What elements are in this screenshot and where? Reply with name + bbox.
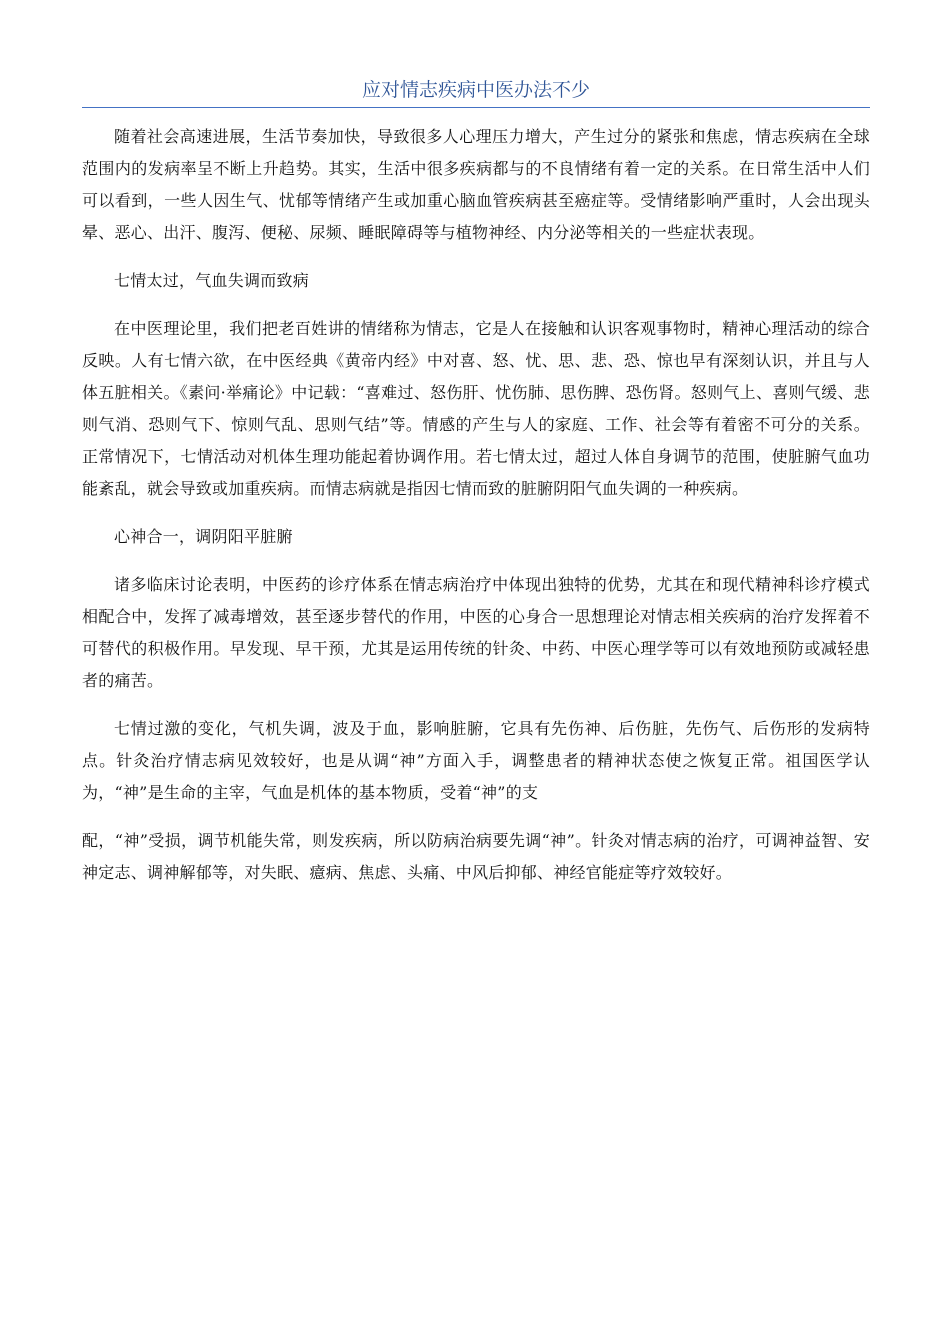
paragraph-xinshen: 诸多临床讨论表明，中医药的诊疗体系在情志病治疗中体现出独特的优势，尤其在和现代精神科诊疗模式相配合中，发挥了减毒增效，甚至逐步替代的作用，中医的心身合一思想理论对情志相关疾病的治疗发挥着不可替代的积极作用。早发现、早干预，尤其是运用传统的针灸、中药、中医心理学等可以有效地预防或减轻患者的痛苦。 xyxy=(82,575,870,690)
document-title: 应对情志疾病中医办法不少 xyxy=(82,76,870,108)
paragraph-qiqing: 在中医理论里，我们把老百姓讲的情绪称为情志，它是人在接触和认识客观事物时，精神心理活动的综合反映。人有七情六欲，在中医经典《黄帝内经》中对喜、怒、忧、思、悲、恐、惊也早有深刻认识，并且与人体五脏相关。《素问·举痛论》中记载：“喜难过、怒伤肝、忧伤肺、思伤脾、恐伤肾。怒则气上、喜则气缓、悲则气消、恐则气下、惊则气乱、思则气结”等。情感的产生与人的家庭、工作、社会等有着密不可分的关系。正常情况下，七情活动对机体生理功能起着协调作用。若七情太过，超过人体自身调节的范围，使脏腑气血功能紊乱，就会导致或加重疾病。而情志病就是指因七情而致的脏腑阴阳气血失调的一种疾病。 xyxy=(82,319,870,498)
paragraph-acupuncture-continued: 配，“神”受损，调节机能失常，则发疾病，所以防病治病要先调“神”。针灸对情志病的治疗，可调神益智、安神定志、调神解郁等，对失眠、癔病、焦虑、头痛、中风后抑郁、神经官能症等疗效较好。 xyxy=(82,831,870,882)
section-heading-xinshen: 心神合一，调阴阳平脏腑 xyxy=(114,527,293,546)
document-body xyxy=(82,121,870,889)
paragraph-intro: 随着社会高速进展，生活节奏加快，导致很多人心理压力增大，产生过分的紧张和焦虑，情志疾病在全球范围内的发病率呈不断上升趋势。其实，生活中很多疾病都与的不良情绪有着一定的关系。在日常生活中人们可以看到，一些人因生气、忧郁等情绪产生或加重心脑血管疾病甚至癌症等。受情绪影响严重时，人会出现头晕、恶心、出汗、腹泻、便秘、尿频、睡眠障碍等与植物神经、内分泌等相关的一些症状表现。 xyxy=(82,127,870,242)
section-heading-qiqing: 七情太过，气血失调而致病 xyxy=(114,271,310,290)
paragraph-acupuncture: 七情过激的变化，气机失调，波及于血，影响脏腑，它具有先伤神、后伤脏，先伤气、后伤形的发病特点。针灸治疗情志病见效较好，也是从调“神”方面入手，调整患者的精神状态使之恢复正常。祖国医学认为，“神”是生命的主宰，气血是机体的基本物质，受着“神”的支 xyxy=(82,719,870,802)
document-page xyxy=(82,76,870,889)
